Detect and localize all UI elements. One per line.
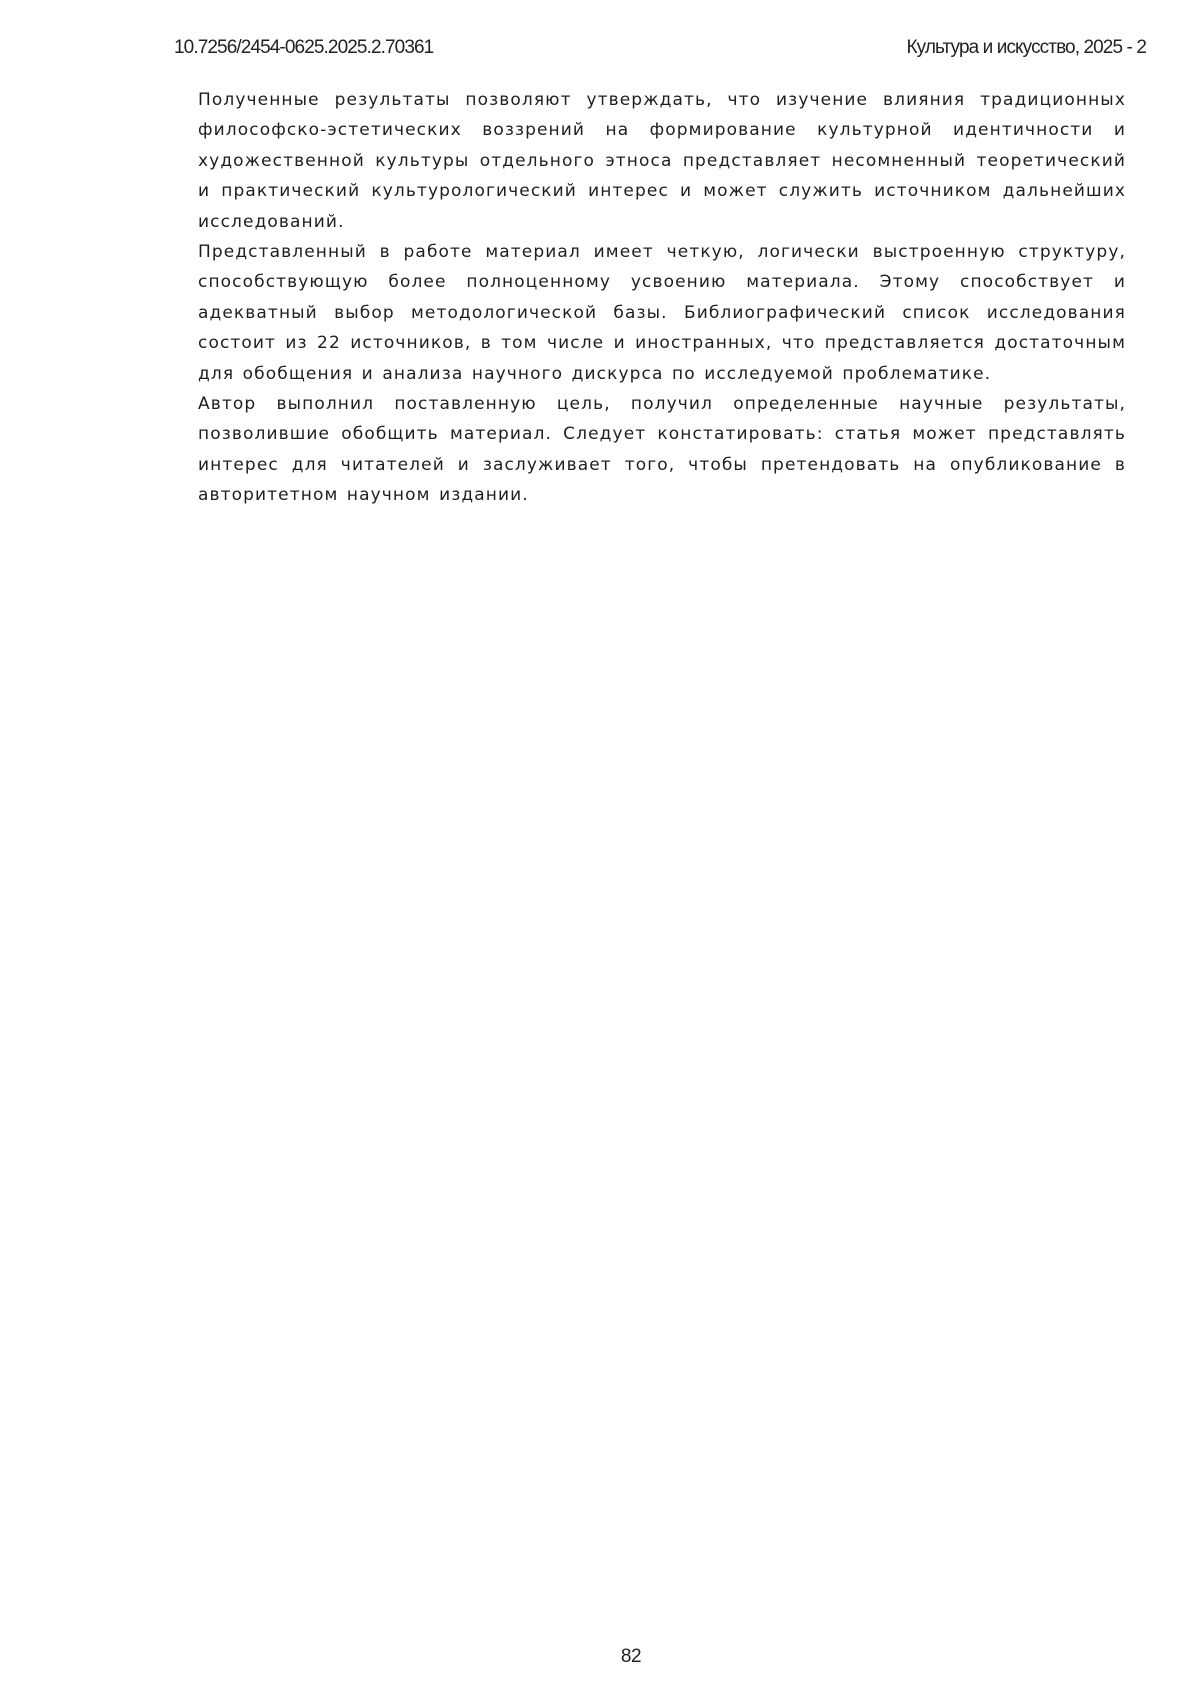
- page-number: 82: [620, 1646, 642, 1667]
- paragraph-results: Полученные результаты позволяют утверждать, что изучение влияния традиционных философско-эстетических воззрений на формирование культурной идентичности и художественной культуры отдельного этноса представляет несомненный теоретический и практический культурологический интерес и может служить источником дальнейших исследований.: [198, 90, 1126, 232]
- doi-label: 10.7256/2454-0625.2025.2.70361: [174, 37, 434, 58]
- article-body: [198, 85, 1126, 511]
- paragraph-conclusion: Автор выполнил поставленную цель, получил определенные научные результаты, позволившие обобщить материал. Следует констатировать: статья может представлять интерес для читателей и заслуживает того, чтобы претендовать на опубликование в авторитетном научном издании.: [198, 394, 1126, 506]
- paragraph-structure: Представленный в работе материал имеет четкую, логически выстроенную структуру, способствующую более полноценному усвоению материала. Этому способствует и адекватный выбор методологической базы. Библиографический список исследования состоит из 22 источников, в том числе и иностранных, что представляется достаточным для обобщения и анализа научного дискурса по исследуемой проблематике.: [198, 242, 1126, 384]
- journal-title: Культура и искусство, 2025 - 2: [906, 37, 1146, 58]
- page-header: [174, 36, 1146, 60]
